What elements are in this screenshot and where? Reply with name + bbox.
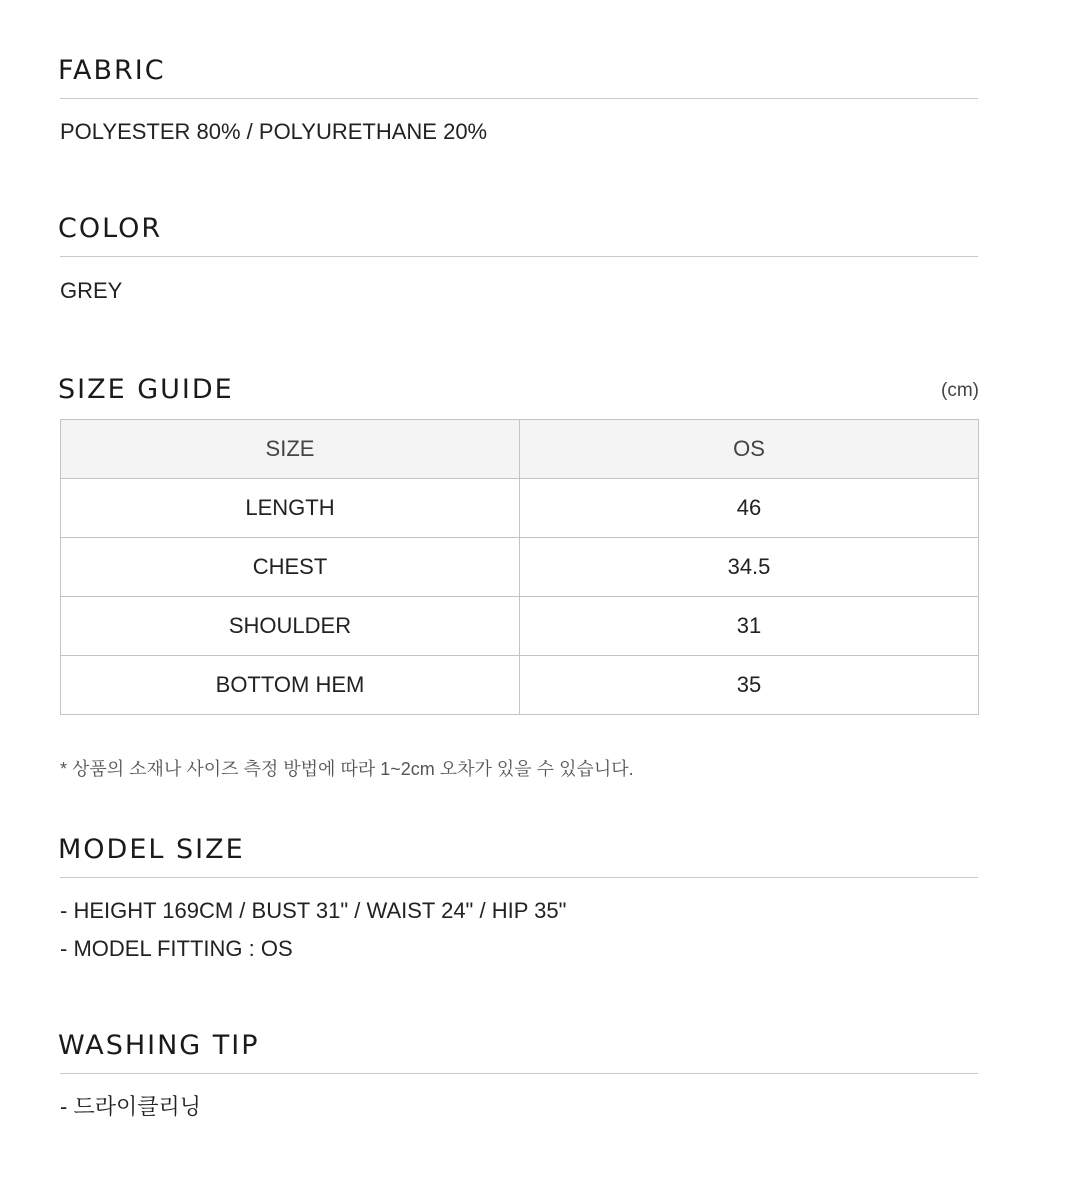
table-row bbox=[61, 597, 979, 656]
table-header-row bbox=[61, 420, 979, 479]
table-cell-measure: SHOULDER bbox=[61, 597, 520, 656]
table-cell-measure: BOTTOM HEM bbox=[61, 656, 520, 715]
table-cell-value: 34.5 bbox=[520, 538, 979, 597]
fabric-title: FABRIC bbox=[58, 55, 166, 86]
table-cell-value: 46 bbox=[520, 479, 979, 538]
table-row bbox=[61, 479, 979, 538]
color-title: COLOR bbox=[58, 213, 163, 244]
table-row bbox=[61, 656, 979, 715]
fabric-divider bbox=[60, 98, 978, 99]
model-size-divider bbox=[60, 877, 978, 878]
fabric-value: POLYESTER 80% / POLYURETHANE 20% bbox=[60, 119, 488, 144]
color-value: GREY bbox=[60, 278, 123, 303]
table-header-os: OS bbox=[520, 420, 979, 479]
model-size-line: - MODEL FITTING : OS bbox=[60, 936, 293, 961]
color-divider bbox=[60, 256, 978, 257]
table-header-size: SIZE bbox=[61, 420, 520, 479]
table-cell-value: 31 bbox=[520, 597, 979, 656]
size-guide-title: SIZE GUIDE bbox=[58, 374, 234, 405]
model-size-title: MODEL SIZE bbox=[58, 834, 245, 865]
size-guide-unit: (cm) bbox=[941, 380, 979, 401]
table-cell-value: 35 bbox=[520, 656, 979, 715]
washing-tip-line: - 드라이클리닝 bbox=[60, 1094, 201, 1119]
table-row bbox=[61, 538, 979, 597]
size-table bbox=[60, 419, 979, 715]
table-cell-measure: CHEST bbox=[61, 538, 520, 597]
size-note: * 상품의 소재나 사이즈 측정 방법에 따라 1~2cm 오차가 있을 수 있습니다. bbox=[60, 759, 634, 779]
washing-tip-divider bbox=[60, 1073, 978, 1074]
model-size-line: - HEIGHT 169CM / BUST 31" / WAIST 24" / HIP 35" bbox=[60, 898, 567, 923]
washing-tip-title: WASHING TIP bbox=[58, 1030, 260, 1061]
table-cell-measure: LENGTH bbox=[61, 479, 520, 538]
